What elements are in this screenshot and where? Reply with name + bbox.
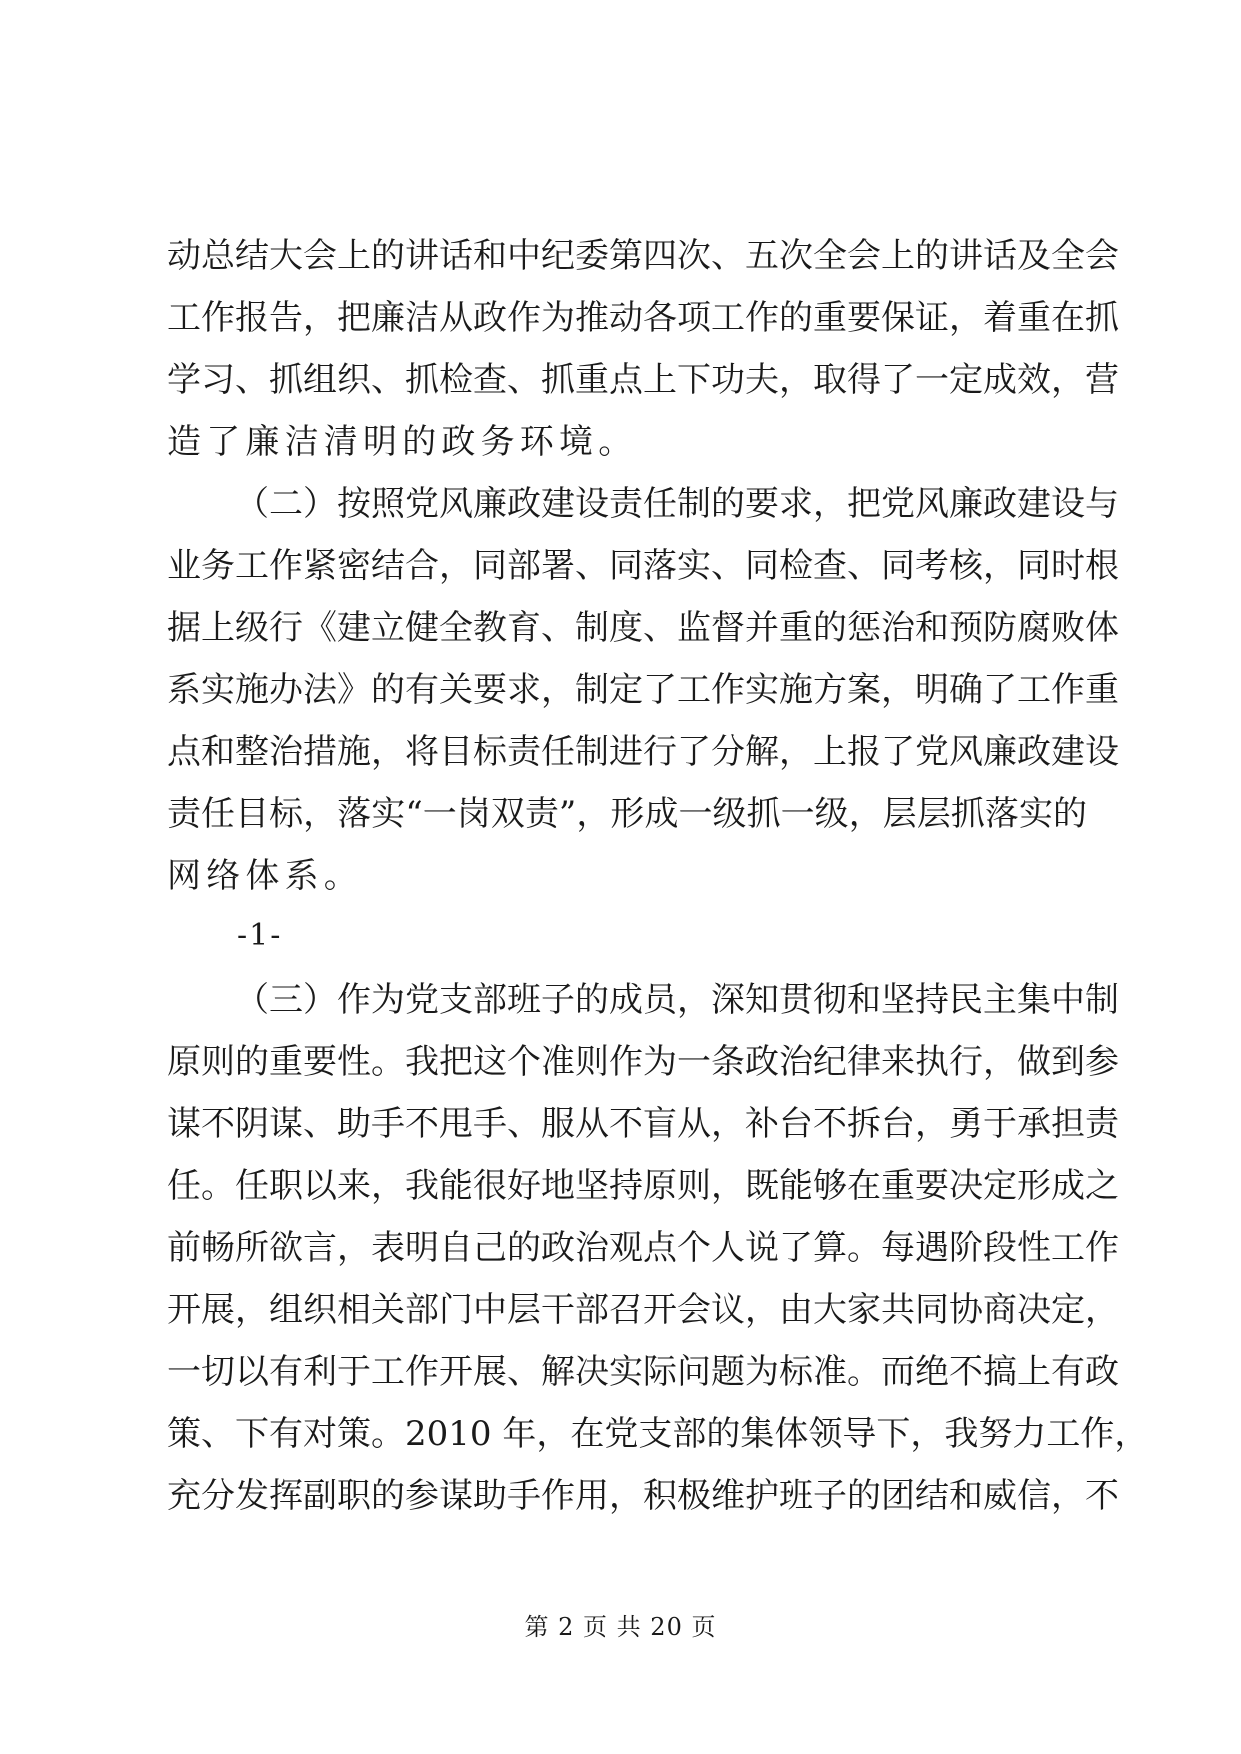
text-line: 原则的重要性。我把这个准则作为一条政治纪律来执行，做到参 [167,1042,1119,1082]
text-line: 系实施办法》的有关要求，制定了工作实施方案，明确了工作重 [167,670,1119,710]
text-line: 点和整治措施，将目标责任制进行了分解，上报了党风廉政建设 [167,732,1119,772]
text-line: 网络体系。 [167,856,363,896]
text-line: 造了廉洁清明的政务环境。 [167,422,638,462]
text-line: 责任目标，落实“一岗双责”，形成一级抓一级，层层抓落实的 [167,794,1087,834]
text-line: 据上级行《建立健全教育、制度、监督并重的惩治和预防腐败体 [167,608,1119,648]
text-line: 任。任职以来，我能很好地坚持原则，既能够在重要决定形成之 [167,1166,1119,1206]
text-line: 一切以有利于工作开展、解决实际问题为标准。而绝不搞上有政 [167,1352,1119,1392]
page-footer: 第 2 页 共 20 页 [524,1613,717,1641]
text-line: 充分发挥副职的参谋助手作用，积极维护班子的团结和威信，不 [167,1476,1119,1516]
text-line: 学习、抓组织、抓检查、抓重点上下功夫，取得了一定成效，营 [167,360,1119,400]
text-line: 谋不阴谋、助手不甩手、服从不盲从，补台不拆台，勇于承担责 [167,1104,1119,1144]
text-line-indented: （二）按照党风廉政建设责任制的要求，把党风廉政建设与 [235,484,1119,524]
text-line: 前畅所欲言，表明自己的政治观点个人说了算。每遇阶段性工作 [167,1228,1119,1268]
text-line: 业务工作紧密结合，同部署、同落实、同检查、同考核，同时根 [167,546,1119,586]
text-line: 策、下有对策。2010 年，在党支部的集体领导下，我努力工作， [167,1414,1149,1454]
text-line: 工作报告，把廉洁从政作为推动各项工作的重要保证，着重在抓 [167,298,1119,338]
text-line-indented: （三）作为党支部班子的成员，深知贯彻和坚持民主集中制 [235,980,1119,1020]
text-line: 开展，组织相关部门中层干部召开会议，由大家共同协商决定， [167,1290,1119,1330]
inline-page-number: -1- [237,918,283,953]
text-line: 动总结大会上的讲话和中纪委第四次、五次全会上的讲话及全会 [167,236,1119,276]
